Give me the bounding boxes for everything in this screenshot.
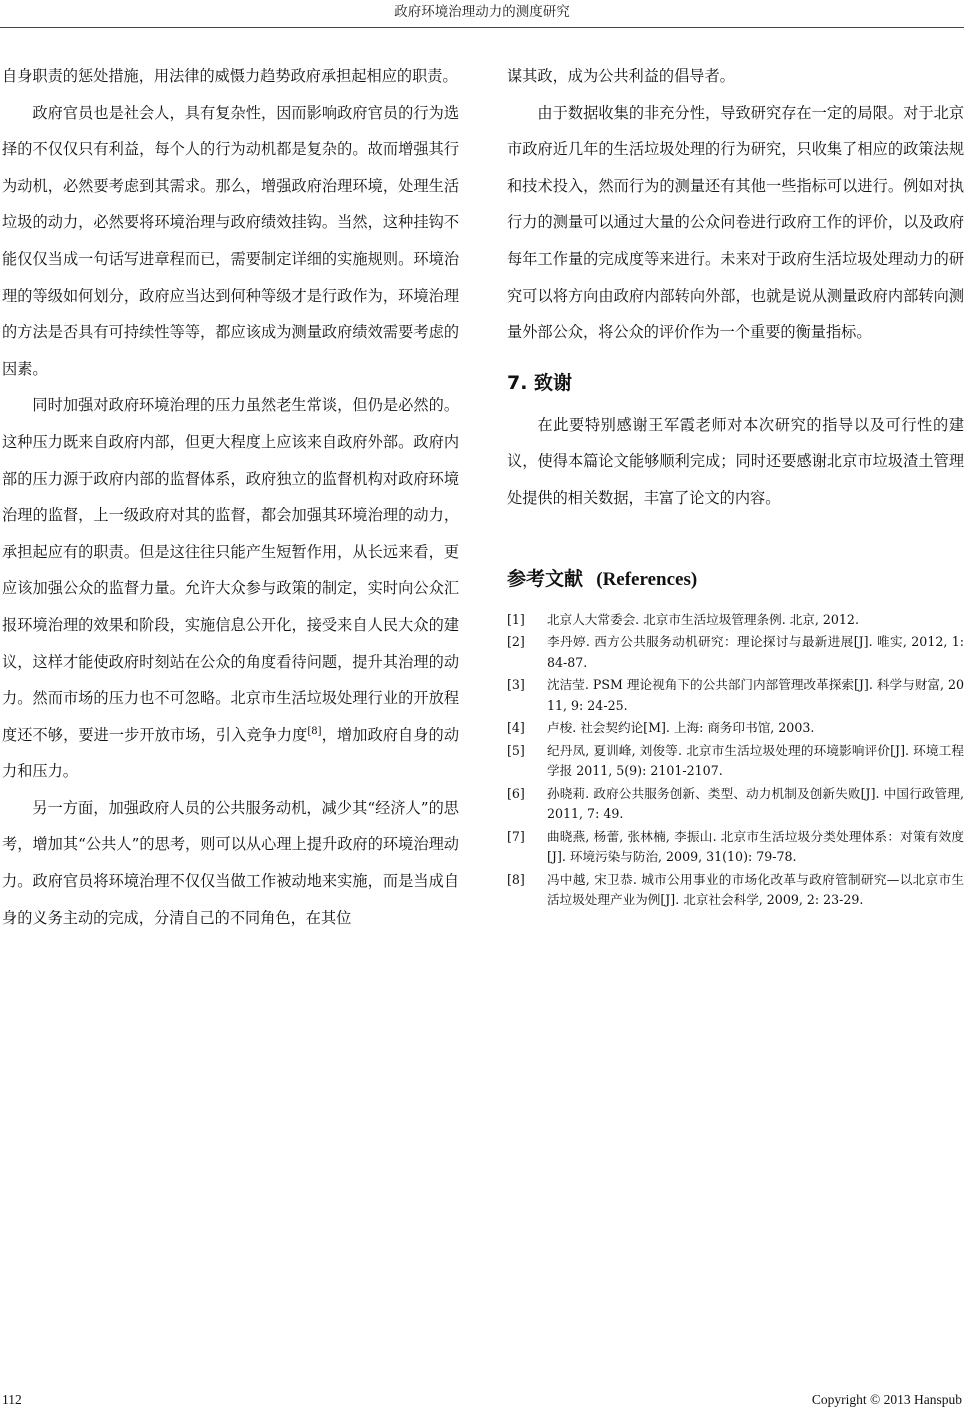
reference-number: [5] (507, 742, 525, 758)
reference-number: [2] (507, 634, 525, 650)
reference-text: 卢梭. 社会契约论[M]. 上海: 商务印书馆, 2003. (547, 720, 815, 736)
references-heading (507, 559, 964, 600)
reference-text: 孙晓莉. 政府公共服务创新、类型、动力机制及创新失败[J]. 中国行政管理, 2011, 7: 49. (547, 785, 964, 822)
reference-number: [8] (507, 871, 525, 887)
reference-item (507, 610, 964, 631)
paragraph-text: 同时加强对政府环境治理的压力虽然老生常谈，但仍是必然的。这种压力既来自政府内部，但更大程度上应该来自政府外部。政府内部的压力源于政府内部的监督体系，政府独立的监督机构对政府环境治理的监督，上一级政府对其的监督，都会加强其环境治理的动力，承担起应有的职责。但是这往往只能产生短暂作用，从长远来看，更应该加强公众的监督力量。允许大众参与政策的制定，实时向公众汇报环境治理的效果和阶段，实施信息公开化，接受来自人民大众的建议，这样才能使政府时刻站在公众的角度看待问题，提升其治理的动力。然而市场的压力也不可忽略。北京市生活垃圾处理行业的开放程度还不够，要进一步开放市场，引入竞争力度 (2, 396, 459, 744)
reference-number: [4] (507, 720, 525, 736)
paragraph: 另一方面，加强政府人员的公共服务动机，减少其“经济人”的思考，增加其“公共人”的思考，则可以从心理上提升政府的环境治理动力。政府官员将环境治理不仅仅当做工作被动地来实施，而是当成自身的义务主动的完成，分清自己的不同角色，在其位 (2, 798, 459, 927)
copyright-notice: Copyright © 2013 Hanspub (811, 1392, 962, 1407)
reference-item (507, 827, 964, 868)
reference-number: [3] (507, 677, 525, 693)
citation-link[interactable]: [8] (307, 725, 322, 737)
references-heading-en: (References) (596, 568, 698, 590)
right-column (507, 58, 964, 913)
left-column (2, 58, 459, 936)
page-number: 112 (2, 1392, 22, 1407)
header-divider (0, 27, 964, 28)
running-header: 政府环境治理动力的测度研究 (394, 4, 570, 20)
paragraph: 由于数据收集的非充分性，导致研究存在一定的局限。对于北京市政府近几年的生活垃圾处理的行为研究，只收集了相应的政策法规和技术投入，然而行为的测量还有其他一些指标可以进行。例如对执行力的测量可以通过大量的公众问卷进行政府工作的评价，以及政府每年工作量的完成度等来进行。未来对于政府生活垃圾处理动力的研究可以将方向由政府内部转向外部，也就是说从测量政府内部转向测量外部公众，将公众的评价作为一个重要的衡量指标。 (507, 103, 964, 342)
references-heading-cn: 参考文献 (507, 567, 584, 590)
reference-text: 沈洁莹. PSM 理论视角下的公共部门内部管理改革探索[J]. 科学与财富, 2011, 9: 24-25. (547, 677, 964, 713)
paragraph: 自身职责的惩处措施，用法律的威慑力趋势政府承担起相应的职责。 (2, 67, 458, 85)
reference-number: [1] (507, 611, 525, 627)
reference-list (507, 610, 964, 911)
reference-text: 曲晓燕, 杨蕾, 张林楠, 李振山. 北京市生活垃圾分类处理体系：对策有效度[J]. 环境污染与防治, 2009, 31(10): 79-78. (547, 828, 964, 865)
reference-text: 纪丹凤, 夏训峰, 刘俊等. 北京市生活垃圾处理的环境影响评价[J]. 环境工程学报 2011, 5(9): 2101-2107. (547, 742, 964, 779)
reference-text: 李丹婷. 西方公共服务动机研究：理论探讨与最新进展[J]. 唯实, 2012, 1: 84-87. (547, 634, 964, 670)
section-heading-acknowledgement: 7. 致谢 (507, 371, 573, 394)
reference-number: [7] (507, 828, 525, 844)
reference-item (507, 632, 964, 673)
reference-item (507, 741, 964, 782)
reference-number: [6] (507, 785, 525, 801)
paragraph (2, 387, 459, 790)
paragraph: 政府官员也是社会人，具有复杂性，因而影响政府官员的行为选择的不仅仅只有利益，每个人的行为动机都是复杂的。故而增强其行为动机，必然要考虑到其需求。那么，增强政府治理环境，处理生活垃圾的动力，必然要将环境治理与政府绩效挂钩。当然，这种挂钩不能仅仅当成一句话写进章程而已，需要制定详细的实施规则。环境治理的等级如何划分，政府应当达到何种等级才是行政作为，环境治理的方法是否具有可持续性等等，都应该成为测量政府绩效需要考虑的因素。 (2, 103, 459, 378)
paragraph: 谋其政，成为公共利益的倡导者。 (507, 67, 735, 85)
reference-item (507, 870, 964, 911)
paragraph: 在此要特别感谢王军霞老师对本次研究的指导以及可行性的建议，使得本篇论文能够顺利完成；同时还要感谢北京市垃圾渣土管理处提供的相关数据，丰富了论文的内容。 (507, 415, 964, 507)
reference-item (507, 718, 964, 739)
reference-item (507, 784, 964, 825)
reference-item (507, 675, 964, 716)
paragraph-text: ，增加政府自身的动力和压力。 (2, 725, 460, 781)
reference-text: 冯中越, 宋卫恭. 城市公用事业的市场化改革与政府管制研究—以北京市生活垃圾处理产业为例[J]. 北京社会科学, 2009, 2: 23-29. (547, 871, 964, 908)
reference-text: 北京人大常委会. 北京市生活垃圾管理条例. 北京, 2012. (547, 611, 859, 627)
